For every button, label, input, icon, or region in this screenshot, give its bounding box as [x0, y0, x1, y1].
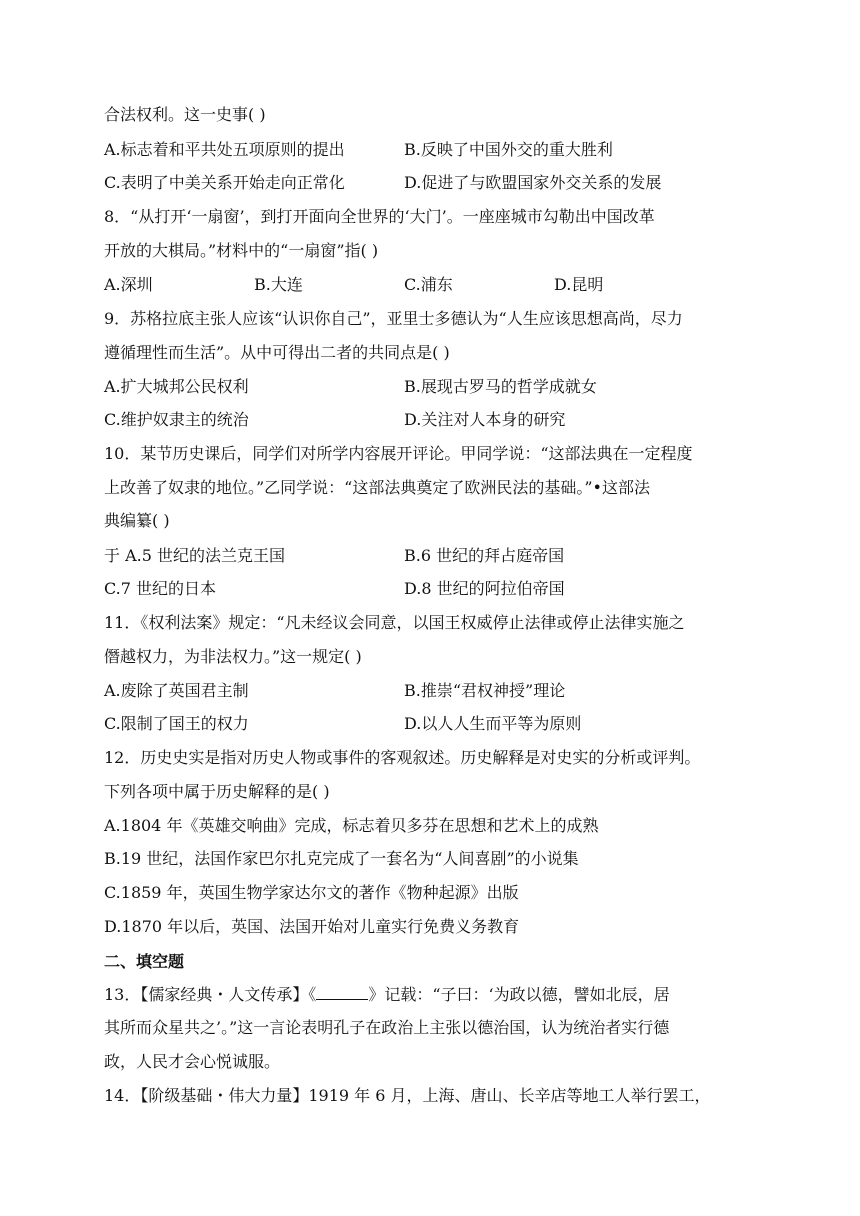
- fill-in-blank: [316, 985, 368, 1000]
- q8-option-b: B.大连: [254, 275, 303, 294]
- question-9-line2: 遵循理性而生活”。从中可得出二者的共同点是( ): [104, 343, 450, 362]
- q12-option-a: A.1804 年《英雄交响曲》完成，标志着贝多芬在思想和艺术上的成熟: [104, 816, 599, 835]
- q9-option-a: A.扩大城邦公民权利: [104, 377, 249, 396]
- section-heading: 二、填空题: [104, 952, 185, 971]
- q7-option-d: D.促进了与欧盟国家外交关系的发展: [404, 173, 662, 192]
- q10-option-a: 于 A.5 世纪的法兰克王国: [104, 546, 285, 565]
- q11-option-b: B.推崇“君权神授”理论: [404, 681, 566, 700]
- q10-option-b: B.6 世纪的拜占庭帝国: [404, 546, 565, 565]
- q12-option-b: B.19 世纪，法国作家巴尔扎克完成了一套名为“人间喜剧”的小说集: [104, 849, 579, 868]
- q12-option-d: D.1870 年以后，英国、法国开始对儿童实行免费义务教育: [104, 917, 520, 936]
- question-10-line2: 上改善了奴隶的地位。”乙同学说：“这部法典奠定了欧洲民法的基础。”•这部法: [104, 478, 650, 497]
- q13-text-before-blank: 13．【儒家经典・人文传承】《: [104, 985, 317, 1004]
- q9-option-d: D.关注对人本身的研究: [404, 410, 566, 429]
- question-12-line2: 下列各项中属于历史解释的是( ): [104, 782, 330, 801]
- question-9-line1: 9．苏格拉底主张人应该“认识你自己”，亚里士多德认为“人生应该思想高尚，尽力: [104, 309, 683, 328]
- q10-option-c: C.7 世纪的日本: [104, 579, 217, 598]
- q11-option-c: C.限制了国王的权力: [104, 714, 249, 733]
- question-13-line1: [104, 985, 670, 1005]
- question-12-line1: 12．历史史实是指对历史人物或事件的客观叙述。历史解释是对史实的分析或评判。: [104, 748, 701, 767]
- q10-option-d: D.8 世纪的阿拉伯帝国: [404, 579, 565, 598]
- q13-text-after-blank: 》记载：“子曰：‘为政以德，譬如北辰，居: [368, 985, 670, 1004]
- q11-option-a: A.废除了英国君主制: [104, 681, 249, 700]
- question-14-line1: 14．【阶级基础・伟大力量】1919 年 6 月，上海、唐山、长辛店等地工人举行罢工，: [104, 1086, 711, 1105]
- q11-option-d: D.以人人生而平等为原则: [404, 714, 582, 733]
- question-10-line1: 10．某节历史课后，同学们对所学内容展开评论。甲同学说：“这部法典在一定程度: [104, 444, 693, 463]
- question-8-line2: 开放的大棋局。”材料中的“一扇窗”指( ): [104, 241, 379, 260]
- q7-option-c: C.表明了中美关系开始走向正常化: [104, 173, 345, 192]
- question-7-tail: 合法权利。这一史事( ): [104, 105, 266, 124]
- q12-option-c: C.1859 年，英国生物学家达尔文的著作《物种起源》出版: [104, 883, 519, 902]
- q8-option-d: D.昆明: [554, 275, 604, 294]
- q8-option-c: C.浦东: [404, 275, 453, 294]
- question-11-line1: 11．《权利法案》规定：“凡未经议会同意，以国王权威停止法律或停止法律实施之: [104, 613, 685, 632]
- q9-option-b: B.展现古罗马的哲学成就女: [404, 377, 597, 396]
- q7-option-a: A.标志着和平共处五项原则的提出: [104, 140, 345, 159]
- q9-option-c: C.维护奴隶主的统治: [104, 410, 249, 429]
- question-13-line2: 其所而众星共之’。”这一言论表明孔子在政治上主张以德治国，认为统治者实行德: [104, 1018, 670, 1037]
- question-8-line1: 8．“从打开‘一扇窗’，到打开面向全世界的‘大门’。一座座城市勾勒出中国改革: [104, 207, 655, 226]
- question-13-line3: 政，人民才会心悦诚服。: [104, 1052, 281, 1071]
- q8-option-a: A.深圳: [104, 275, 153, 294]
- q7-option-b: B.反映了中国外交的重大胜利: [404, 140, 613, 159]
- question-11-line2: 僭越权力，为非法权力。”这一规定( ): [104, 647, 362, 666]
- question-10-line3: 典编纂( ): [104, 511, 170, 530]
